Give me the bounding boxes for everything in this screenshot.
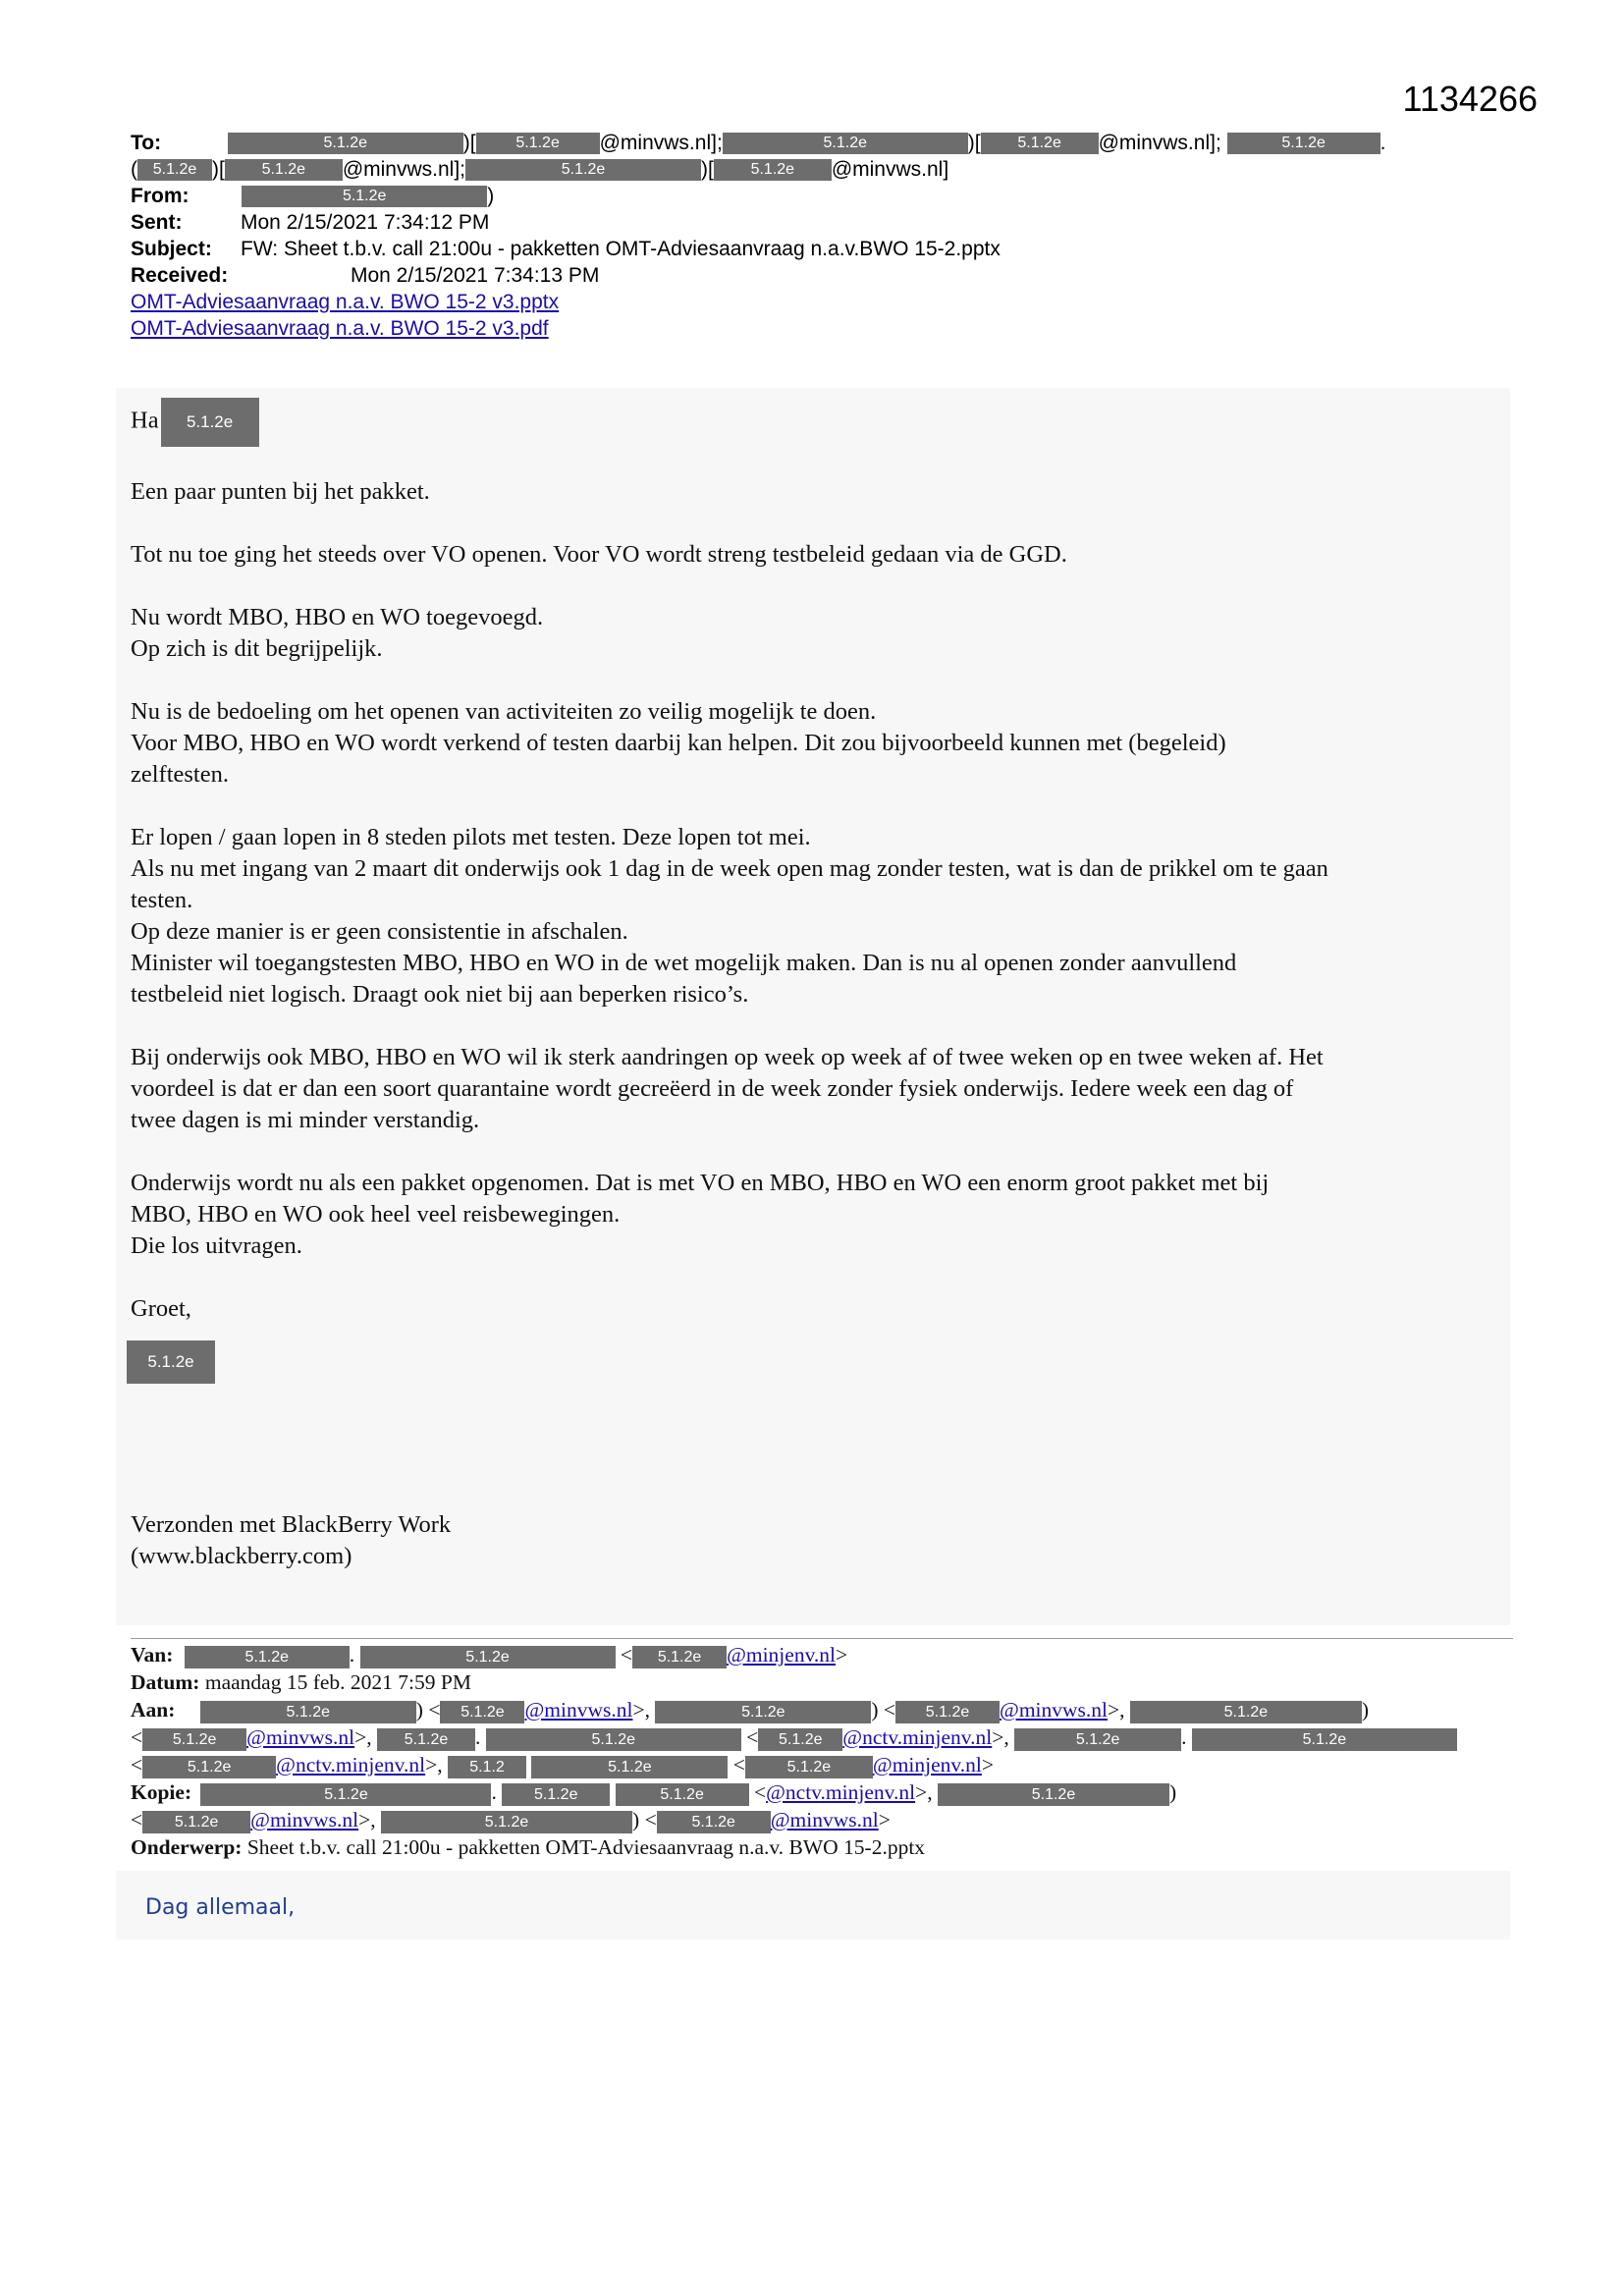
redaction: 5.1.2e	[360, 1646, 616, 1668]
paragraph-line: zelftesten.	[131, 761, 229, 788]
attachment-link[interactable]: OMT-Adviesaanvraag n.a.v. BWO 15-2 v3.pdf	[131, 317, 549, 340]
paragraph-line: testen.	[131, 887, 193, 913]
received-value: Mon 2/15/2021 7:34:13 PM	[351, 264, 600, 287]
paragraph: Tot nu toe ging het steeds over VO openen. Voor VO wordt streng testbeleid gedaan via de GGD.	[131, 541, 1067, 568]
email-domain: @minvws.nl];	[1098, 132, 1221, 154]
attachment-1[interactable]	[131, 289, 1505, 315]
aan-line-3: < 5.1.2e @nctv.minjenv.nl>, 5.1.2 5.1.2e < 5.1.2e @minjenv.nl>	[131, 1753, 994, 1777]
redaction: 5.1.2e	[723, 133, 968, 154]
email-domain[interactable]: @minvws.nl	[250, 1808, 359, 1831]
redaction: 5.1.2e	[200, 1783, 491, 1806]
datum-label: Datum:	[131, 1670, 200, 1694]
closing: Groet,	[131, 1295, 191, 1322]
redaction: 5.1.2e	[758, 1728, 842, 1751]
redaction: 5.1.2e	[377, 1728, 475, 1751]
paragraph-line: testbeleid niet logisch. Draagt ook niet bij aan beperken risico’s.	[131, 981, 749, 1008]
van-label: Van:	[131, 1643, 174, 1667]
subject-label: Subject:	[131, 238, 212, 260]
paragraph-line: Voor MBO, HBO en WO wordt verkend of testen daarbij kan helpen. Dit zou bijvoorbeeld kunnen met (begeleid)	[131, 730, 1226, 756]
signature-line: (www.blackberry.com)	[131, 1543, 352, 1569]
redaction: 5.1.2e	[895, 1701, 1000, 1723]
datum-value: maandag 15 feb. 2021 7:59 PM	[204, 1670, 471, 1694]
redaction: 5.1.2e	[531, 1756, 728, 1778]
sent-value: Mon 2/15/2021 7:34:12 PM	[241, 211, 490, 234]
redaction: 5.1.2e	[1130, 1701, 1362, 1723]
to-line-2: ( 5.1.2e )[ 5.1.2e @minvws.nl]; 5.1.2e )[ 5.1.2e @minvws.nl]	[131, 158, 949, 181]
redaction: 5.1.2e	[185, 1646, 350, 1668]
datum-line	[131, 1668, 1525, 1696]
paragraph-line: Die los uitvragen.	[131, 1232, 302, 1259]
paragraph-line: Op deze manier is er geen consistentie in afschalen.	[131, 918, 628, 945]
paragraph-line: Bij onderwijs ook MBO, HBO en WO wil ik sterk aandringen op week op week af of twee weken op en twee weken af. Het	[131, 1044, 1324, 1070]
redaction: 5.1.2e	[161, 398, 259, 447]
redaction: 5.1.2e	[657, 1811, 771, 1833]
signature-line: Verzonden met BlackBerry Work	[131, 1511, 452, 1538]
paragraph-line: Onderwijs wordt nu als een pakket opgenomen. Dat is met VO en MBO, HBO en WO een enorm groot pakket met bij	[131, 1170, 1270, 1196]
email-domain[interactable]: @nctv.minjenv.nl	[766, 1780, 916, 1804]
redaction: 5.1.2e	[981, 133, 1099, 154]
redaction: 5.1.2e	[142, 1728, 246, 1751]
received-line	[131, 262, 1505, 289]
redaction: 5.1.2e	[1192, 1728, 1457, 1751]
email-domain[interactable]: @minvws.nl	[770, 1808, 879, 1831]
attachment-link[interactable]: OMT-Adviesaanvraag n.a.v. BWO 15-2 v3.pptx	[131, 291, 560, 313]
subject-line	[131, 236, 1505, 262]
redaction: 5.1.2e	[616, 1783, 749, 1806]
paragraph-line: Er lopen / gaan lopen in 8 steden pilots met testen. Deze lopen tot mei.	[131, 824, 811, 850]
redaction: 5.1.2e	[486, 1728, 741, 1751]
from-label: From:	[131, 185, 189, 207]
document-id: 1134266	[1402, 79, 1538, 119]
redaction: 5.1.2e	[137, 159, 212, 181]
redaction: 5.1.2e	[225, 159, 343, 181]
van-line: Van: 5.1.2e . 5.1.2e < 5.1.2e @minjenv.nl>	[131, 1643, 848, 1667]
redaction: 5.1.2e	[745, 1756, 873, 1778]
onderwerp-line	[131, 1833, 1525, 1861]
separator-line	[131, 1638, 1513, 1639]
redaction: 5.1.2e	[242, 186, 487, 207]
redaction: 5.1.2e	[714, 159, 832, 181]
redaction: 5.1.2e	[938, 1783, 1169, 1806]
email-domain[interactable]: @minjenv.nl	[872, 1753, 982, 1777]
quote-background	[116, 1871, 1510, 1940]
sent-line	[131, 209, 1505, 236]
email-domain[interactable]: @minjenv.nl	[727, 1643, 837, 1667]
paragraph-line: MBO, HBO en WO ook heel veel reisbewegingen.	[131, 1201, 621, 1228]
paragraph-line: Op zich is dit begrijpelijk.	[131, 635, 383, 662]
email-domain: @minvws.nl];	[599, 132, 723, 154]
paragraph-line: Nu wordt MBO, HBO en WO toegevoegd.	[131, 604, 544, 630]
kopie-line: Kopie: 5.1.2e . 5.1.2e 5.1.2e <@nctv.minjenv.nl>, 5.1.2e )	[131, 1780, 1177, 1804]
paragraph-line: Als nu met ingang van 2 maart dit onderwijs ook 1 dag in de week open mag zonder testen, wat is dan de prikkel om te gaan	[131, 855, 1328, 882]
kopie-label: Kopie:	[131, 1780, 192, 1804]
email-domain[interactable]: @nctv.minjenv.nl	[842, 1725, 993, 1749]
email-domain[interactable]: @nctv.minjenv.nl	[276, 1753, 426, 1777]
from-line: From: 5.1.2e )	[131, 185, 495, 207]
aan-label: Aan:	[131, 1698, 176, 1722]
attachment-2[interactable]	[131, 315, 1505, 342]
received-label: Received:	[131, 264, 229, 287]
paragraph-line: voordeel is dat er dan een soort quarantaine wordt gecreëerd in de week zonder fysiek onderwijs. Iedere week een dag of	[131, 1075, 1294, 1102]
onderwerp-value: Sheet t.b.v. call 21:00u - pakketten OMT-Adviesaanvraag n.a.v. BWO 15-2.pptx	[246, 1835, 926, 1859]
redaction: 5.1.2e	[476, 133, 600, 154]
email-body	[131, 398, 1505, 1572]
redaction: 5.1.2e	[465, 159, 701, 181]
paragraph-line: Minister wil toegangstesten MBO, HBO en WO in de wet mogelijk maken. Dan is nu al openen zonder aanvullend	[131, 950, 1237, 976]
greeting	[131, 398, 1505, 447]
greeting-text: Ha	[131, 407, 159, 434]
redaction: 5.1.2e	[655, 1701, 871, 1723]
onderwerp-label: Onderwerp:	[131, 1835, 243, 1859]
redaction: 5.1.2e	[142, 1756, 276, 1778]
redaction: 5.1.2e	[1014, 1728, 1181, 1751]
to-label: To:	[131, 132, 162, 154]
dag-allemaal: Dag allemaal,	[145, 1895, 296, 1920]
redaction: 5.1.2e	[200, 1701, 416, 1723]
redaction: 5.1.2e	[228, 133, 463, 154]
paragraph-line: twee dagen is mi minder verstandig.	[131, 1107, 480, 1133]
redaction: 5.1.2e	[632, 1646, 727, 1668]
redaction: 5.1.2e	[381, 1811, 632, 1833]
paragraph-line: Nu is de bedoeling om het openen van activiteiten zo veilig mogelijk te doen.	[131, 698, 877, 725]
redaction: 5.1.2e	[127, 1340, 215, 1384]
email-domain[interactable]: @minvws.nl	[1000, 1698, 1109, 1722]
subject-value: FW: Sheet t.b.v. call 21:00u - pakketten OMT-Adviesaanvraag n.a.v.BWO 15-2.pptx	[241, 238, 1001, 260]
redaction: 5.1.2e	[142, 1811, 250, 1833]
email-domain: @minvws.nl];	[342, 158, 465, 181]
signature-redaction	[131, 1340, 1505, 1384]
redaction: 5.1.2	[448, 1756, 526, 1778]
email-domain[interactable]: @minvws.nl	[524, 1698, 633, 1722]
email-domain: @minvws.nl]	[831, 158, 949, 181]
paragraph: Een paar punten bij het pakket.	[131, 478, 430, 505]
kopie-line-2: < 5.1.2e @minvws.nl>, 5.1.2e ) < 5.1.2e @minvws.nl>	[131, 1808, 891, 1831]
sent-label: Sent:	[131, 211, 183, 234]
email-domain[interactable]: @minvws.nl	[246, 1725, 355, 1749]
redaction: 5.1.2e	[440, 1701, 524, 1723]
aan-line: Aan: 5.1.2e ) < 5.1.2e @minvws.nl>, 5.1.2e ) < 5.1.2e @minvws.nl>, 5.1.2e )	[131, 1698, 1370, 1722]
aan-line-2: < 5.1.2e @minvws.nl>, 5.1.2e . 5.1.2e < 5.1.2e @nctv.minjenv.nl>, 5.1.2e . 5.1.2e	[131, 1723, 1525, 1751]
to-line: To: 5.1.2e )[ 5.1.2e @minvws.nl]; 5.1.2e )[ 5.1.2e @minvws.nl]; 5.1.2e .	[131, 132, 1386, 154]
redaction: 5.1.2e	[1227, 133, 1380, 154]
redaction: 5.1.2e	[502, 1783, 610, 1806]
